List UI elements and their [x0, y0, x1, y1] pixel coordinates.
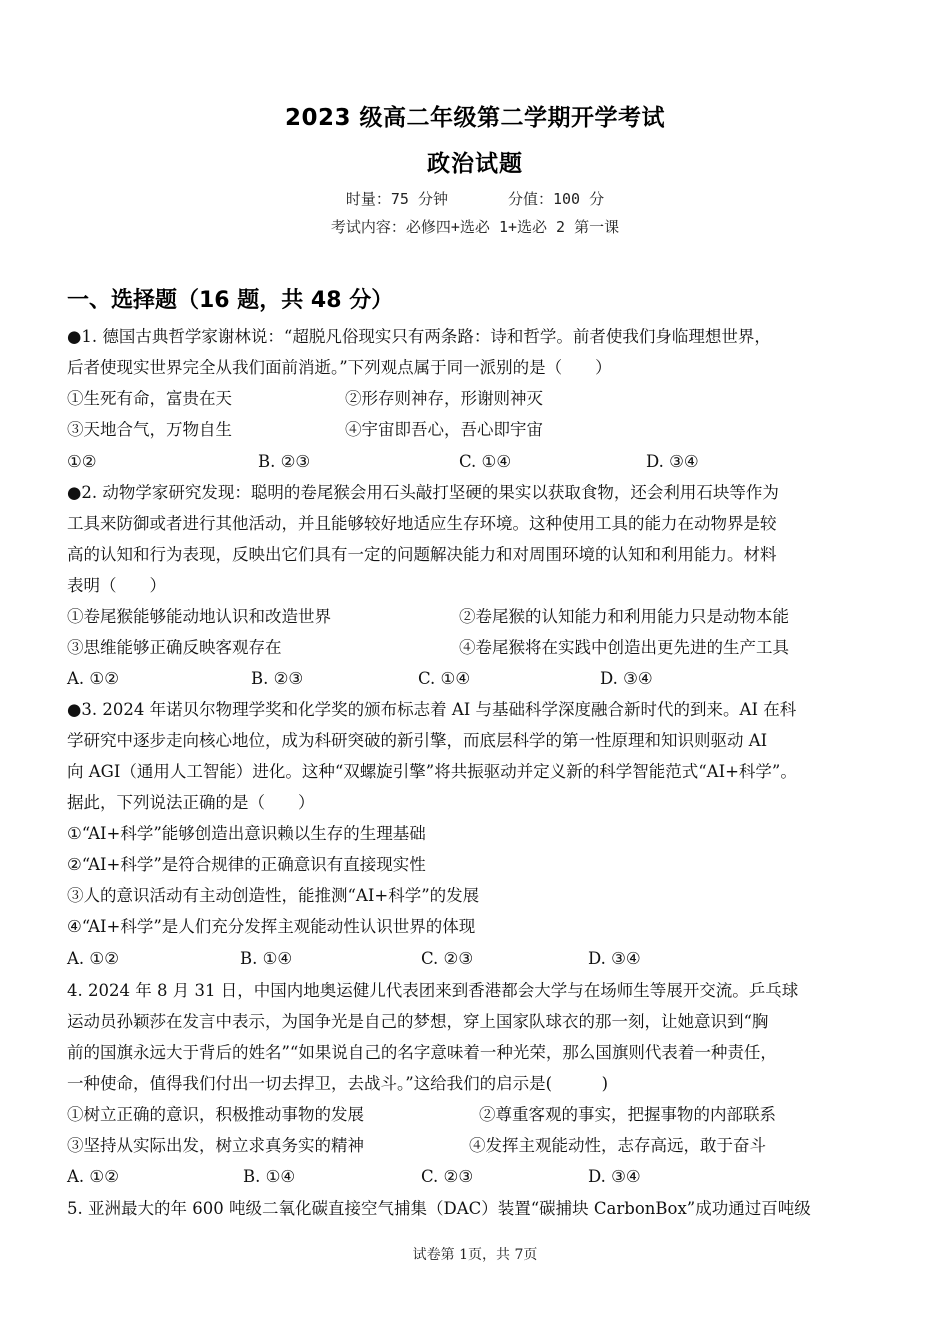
exam-title: 2023 级高二年级第二学期开学考试	[284, 105, 666, 131]
q3-answer-a: A. ①②	[67, 949, 119, 968]
exam-time: 时量：75 分钟	[345, 190, 448, 208]
q2-option-row	[67, 638, 897, 660]
q3-answer-c: C. ②③	[421, 949, 474, 968]
q4-option: ④发挥主观能动性，志存高远，敢于奋斗	[469, 1136, 766, 1155]
exam-meta	[0, 188, 950, 209]
q3-answer-row	[67, 949, 897, 971]
exam-scope: 考试内容：必修四+选必 1+选必 2 第一课	[330, 218, 620, 236]
page-footer: 试卷第 1页，共 7页	[412, 1247, 538, 1263]
q2-option: ③思维能够正确反映客观存在	[67, 638, 282, 657]
q4-answer-row	[67, 1167, 897, 1189]
q4-option-row	[67, 1136, 897, 1158]
q1-answer-b: B. ②③	[258, 452, 311, 471]
q1-stem-line: 后者使现实世界完全从我们面前消逝。”下列观点属于同一派别的是（ ）	[67, 358, 612, 377]
q3-option: ④“AI+科学”是人们充分发挥主观能动性认识世界的体现	[67, 917, 476, 936]
q5-stem-line: 5. 亚洲最大的年 600 吨级二氧化碳直接空气捕集（DAC）装置“碳捕块 CarbonBox”成功通过百吨级	[67, 1199, 811, 1218]
q2-option: ①卷尾猴能够能动地认识和改造世界	[67, 607, 331, 626]
q2-option-row	[67, 607, 897, 629]
q3-option: ②“AI+科学”是符合规律的正确意识有直接现实性	[67, 855, 426, 874]
q2-option: ④卷尾猴将在实践中创造出更先进的生产工具	[459, 638, 789, 657]
q4-stem-line: 运动员孙颖莎在发言中表示，为国争光是自己的梦想，穿上国家队球衣的那一刻，让她意识到“胸	[67, 1012, 769, 1031]
q1-answer-c: C. ①④	[459, 452, 512, 471]
q4-stem-line: 前的国旗永远大于背后的姓名”“如果说自己的名字意味着一种光荣，那么国旗则代表着一种责任，	[67, 1043, 777, 1062]
q4-answer-c: C. ②③	[421, 1167, 474, 1186]
q4-answer-a: A. ①②	[67, 1167, 119, 1186]
q4-option: ①树立正确的意识，积极推动事物的发展	[67, 1105, 364, 1124]
q4-option: ③坚持从实际出发，树立求真务实的精神	[67, 1136, 364, 1155]
q2-stem-line: 工具来防御或者进行其他活动，并且能够较好地适应生存环境。这种使用工具的能力在动物界是较	[67, 514, 777, 533]
q4-stem-line: 4. 2024 年 8 月 31 日，中国内地奥运健儿代表团来到香港都会大学与在场师生等展开交流。乒乓球	[67, 981, 799, 1000]
q1-option: ①生死有命，富贵在天	[67, 389, 232, 408]
q1-stem-line: ●1. 德国古典哲学家谢林说：“超脱凡俗现实只有两条路：诗和哲学。前者使我们身临理想世界，	[67, 327, 771, 346]
q2-answer-a: A. ①②	[67, 669, 119, 688]
q4-option-row	[67, 1105, 897, 1127]
q1-answer-d: D. ③④	[646, 452, 699, 471]
q3-option: ③人的意识活动有主动创造性，能推测“AI+科学”的发展	[67, 886, 480, 905]
q4-stem-line: 一种使命，值得我们付出一切去捍卫，去战斗。”这给我们的启示是( )	[67, 1074, 609, 1093]
q1-option: ②形存则神存，形谢则神灭	[345, 389, 543, 408]
exam-subject: 政治试题	[427, 151, 523, 177]
q4-answer-b: B. ①④	[243, 1167, 296, 1186]
q1-answer-row	[67, 452, 897, 474]
q2-answer-b: B. ②③	[251, 669, 304, 688]
q3-stem-line: 据此，下列说法正确的是（ ）	[67, 793, 315, 812]
q2-stem-line: 高的认知和行为表现，反映出它们具有一定的问题解决能力和对周围环境的认知和利用能力。材料	[67, 545, 777, 564]
q2-answer-row	[67, 669, 897, 691]
q3-stem-line: 向 AGI（通用人工智能）进化。这种“双螺旋引擎”将共振驱动并定义新的科学智能范式“AI+科学”。	[67, 762, 797, 781]
q2-answer-c: C. ①④	[418, 669, 471, 688]
q2-stem-line: 表明（ ）	[67, 576, 166, 595]
q3-answer-d: D. ③④	[588, 949, 641, 968]
q1-answer-a: ①②	[67, 452, 97, 471]
q1-option: ③天地合气，万物自生	[67, 420, 232, 439]
q1-option-row	[67, 389, 897, 411]
exam-score: 分值：100 分	[507, 190, 605, 208]
q1-option-row	[67, 420, 897, 442]
q3-stem-line: ●3. 2024 年诺贝尔物理学奖和化学奖的颁布标志着 AI 与基础科学深度融合新时代的到来。AI 在科	[67, 700, 797, 719]
q2-answer-d: D. ③④	[600, 669, 653, 688]
q2-option: ②卷尾猴的认知能力和利用能力只是动物本能	[459, 607, 789, 626]
q3-answer-b: B. ①④	[240, 949, 293, 968]
q1-option: ④宇宙即吾心，吾心即宇宙	[345, 420, 543, 439]
q3-stem-line: 学研究中逐步走向核心地位，成为科研突破的新引擎，而底层科学的第一性原理和知识则驱动 AI	[67, 731, 768, 750]
q4-answer-d: D. ③④	[588, 1167, 641, 1186]
q4-option: ②尊重客观的事实，把握事物的内部联系	[479, 1105, 776, 1124]
section-title: 一、选择题（16 题，共 48 分）	[67, 288, 394, 313]
q2-stem-line: ●2. 动物学家研究发现：聪明的卷尾猴会用石头敲打坚硬的果实以获取食物，还会利用石块等作为	[67, 483, 779, 502]
q3-option: ①“AI+科学”能够创造出意识赖以生存的生理基础	[67, 824, 426, 843]
